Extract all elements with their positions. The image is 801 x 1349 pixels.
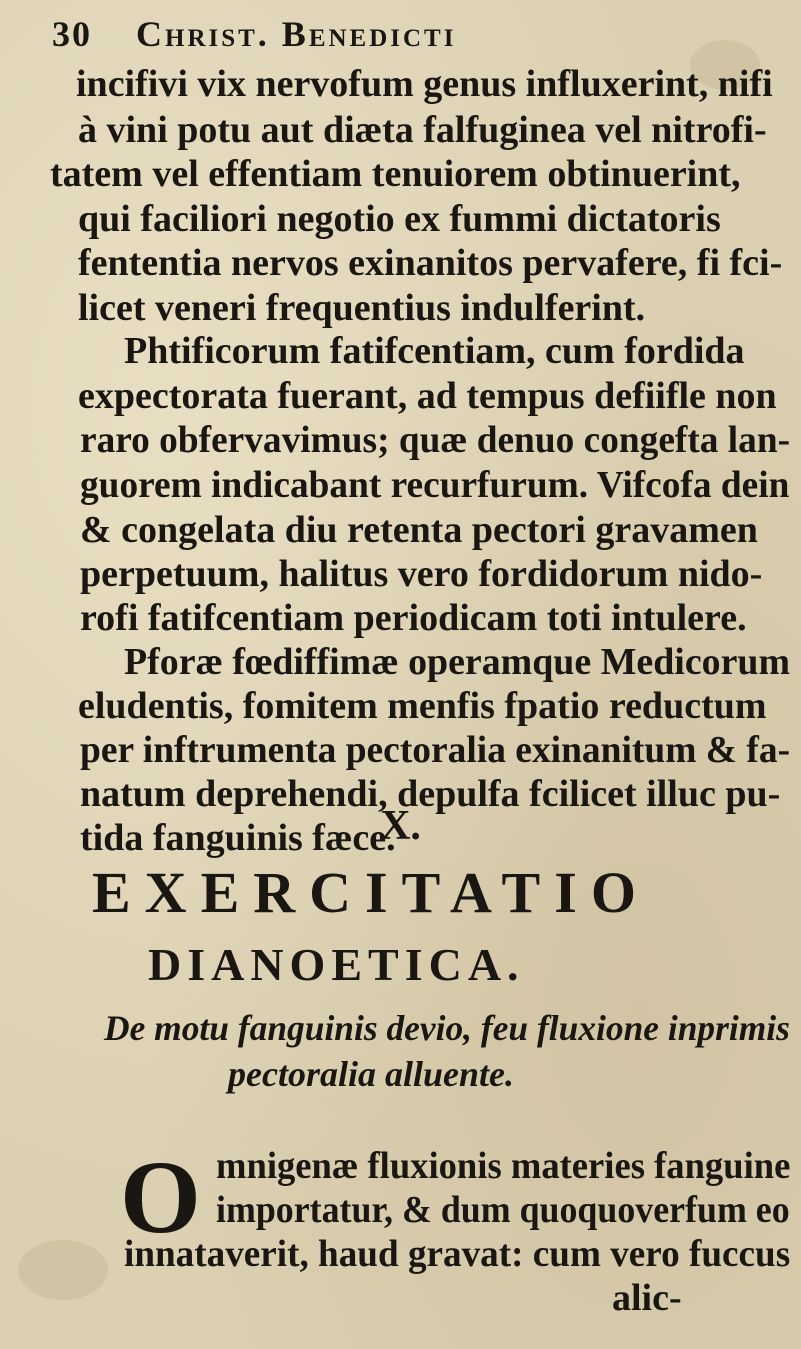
text-line: natum deprehendi, depulfa fcilicet illuc pu- <box>80 773 781 815</box>
section-caption-line: De motu fanguinis devio, feu fluxione inprimis <box>104 1008 790 1048</box>
text-line: incifivi vix nervofum genus influxerint, nifi <box>76 63 773 105</box>
text-line: tatem vel effentiam tenuiorem obtinuerint, <box>50 153 741 195</box>
text-line: à vini potu aut diæta falfuginea vel nitrofi- <box>78 109 767 151</box>
page-header <box>52 8 752 60</box>
opening-line: importatur, & dum quoquoverfum eo <box>216 1189 790 1231</box>
section-title-letters: EXERCITATIO <box>92 860 650 925</box>
section-number: X. <box>380 803 421 849</box>
text-line: licet veneri frequentius indulferint. <box>78 287 646 329</box>
text-line: expectorata fuerant, ad tempus defiifle non <box>78 375 777 417</box>
catchword: alic- <box>612 1277 682 1319</box>
opening-line: innataverit, haud gravat: cum vero fuccus <box>124 1233 791 1275</box>
drop-cap: O <box>120 1140 201 1255</box>
section-caption-line: pectoralia alluente. <box>228 1054 514 1094</box>
opening-line: mnigenæ fluxionis materies fanguine <box>216 1145 791 1187</box>
page-number: 30 <box>52 14 92 54</box>
text-line: qui faciliori negotio ex fummi dictatoris <box>78 198 721 240</box>
section-subtitle-letters: DIANOETICA. <box>148 939 525 990</box>
text-line: perpetuum, halitus vero fordidorum nido- <box>80 553 763 595</box>
text-line: Phtificorum fatifcentiam, cum fordida <box>124 330 745 372</box>
text-line: Pforæ fœdiffimæ operamque Medicorum <box>124 641 791 683</box>
text-line: fententia nervos exinanitos pervafere, fi fci- <box>78 242 783 284</box>
text-line: eludentis, fomitem menfis fpatio reductum <box>78 685 767 727</box>
section-subtitle <box>148 936 658 994</box>
text-line: per inftrumenta pectoralia exinanitum & fa- <box>80 729 791 771</box>
text-line: rofi fatifcentiam periodicam toti intulere. <box>80 597 747 639</box>
text-line: guorem indicabant recurfurum. Vifcofa dein <box>80 464 790 506</box>
text-line: raro obfervavimus; quæ denuo congefta lan- <box>80 419 791 461</box>
text-line: tida fanguinis fæce. <box>80 817 396 859</box>
paper-stain <box>18 1240 108 1300</box>
section-title <box>92 858 732 928</box>
text-line: & congelata diu retenta pectori gravamen <box>80 509 758 551</box>
running-head: Christ. Benedicti <box>136 14 457 54</box>
